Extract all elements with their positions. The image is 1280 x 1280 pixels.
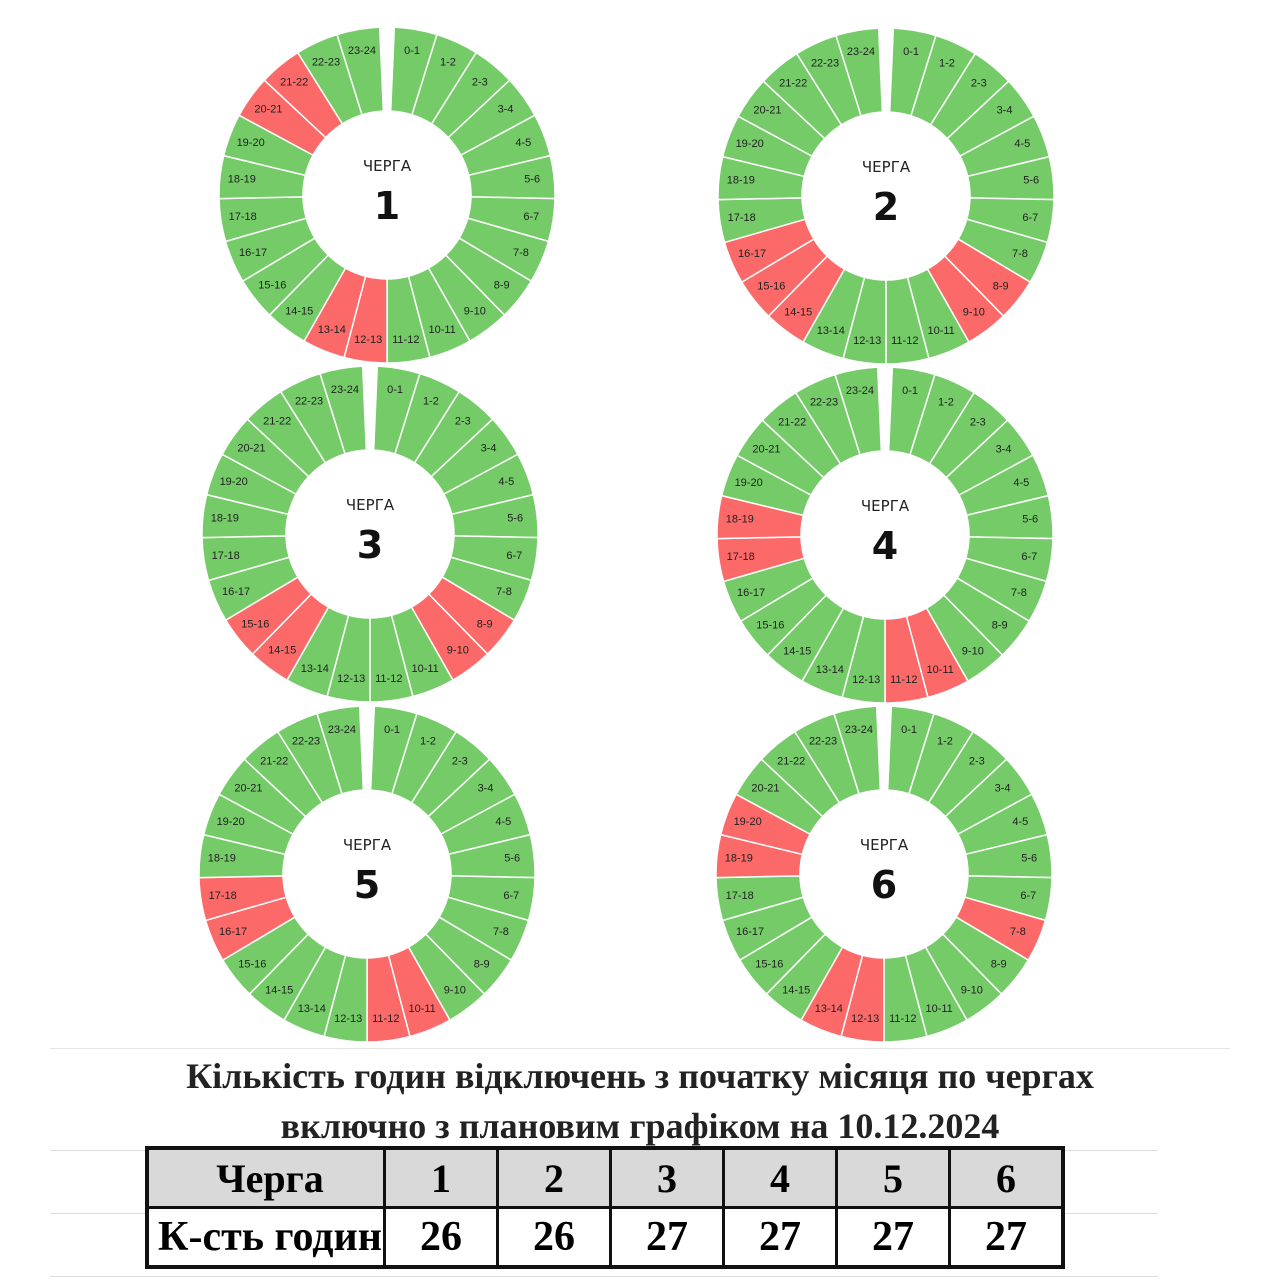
summary-title-line-1: Кількість годин відключень з початку місяця по чергах xyxy=(186,1056,1094,1096)
hour-label: 20-21 xyxy=(237,442,266,455)
queue-number: 2 xyxy=(872,185,900,229)
hour-label: 23-24 xyxy=(347,45,376,58)
hour-label: 2-3 xyxy=(968,755,985,768)
queue-number: 3 xyxy=(356,523,384,567)
hour-label: 0-1 xyxy=(902,385,919,398)
hour-label: 7-8 xyxy=(1010,926,1026,939)
hour-label: 2-3 xyxy=(451,755,468,768)
hour-label: 20-21 xyxy=(254,103,283,116)
hour-label: 5-6 xyxy=(1021,852,1038,865)
hour-label: 20-21 xyxy=(752,443,781,456)
hour-label: 4-5 xyxy=(515,136,532,149)
hour-label: 11-12 xyxy=(891,334,919,347)
hour-label: 8-9 xyxy=(990,958,1007,971)
hour-label: 0-1 xyxy=(903,46,920,59)
hour-label: 13-14 xyxy=(815,664,844,677)
hour-label: 1-2 xyxy=(440,56,456,69)
queue-number: 5 xyxy=(353,863,381,907)
hour-label: 3-4 xyxy=(994,782,1011,795)
hour-label: 3-4 xyxy=(497,103,514,116)
hour-label: 0-1 xyxy=(384,724,401,737)
divider xyxy=(50,1276,1158,1277)
queue-donut-chart xyxy=(202,366,538,702)
hour-label: 18-19 xyxy=(726,174,755,187)
hour-label: 1-2 xyxy=(939,57,955,70)
hour-label: 15-16 xyxy=(757,280,786,293)
hour-label: 14-15 xyxy=(265,984,294,997)
hour-label: 23-24 xyxy=(846,46,875,59)
queue-title: ЧЕРГА xyxy=(860,497,910,515)
hour-label: 8-9 xyxy=(991,619,1008,632)
queue-number: 6 xyxy=(870,863,898,907)
hour-label: 19-20 xyxy=(219,475,248,488)
queue-title: ЧЕРГА xyxy=(859,836,909,854)
summary-title xyxy=(50,1048,1230,1151)
hour-label: 10-11 xyxy=(926,664,954,677)
hour-label: 5-6 xyxy=(504,852,521,865)
hour-label: 20-21 xyxy=(751,782,780,795)
hour-label: 3-4 xyxy=(996,104,1013,117)
hour-label: 17-18 xyxy=(727,211,756,224)
hour-label: 1-2 xyxy=(938,396,954,409)
hour-label: 16-17 xyxy=(737,248,767,261)
hour-label: 0-1 xyxy=(404,45,421,58)
hour-label: 9-10 xyxy=(960,984,983,997)
queue-title: ЧЕРГА xyxy=(345,496,395,514)
hour-label: 12-13 xyxy=(852,673,881,686)
hour-label: 7-8 xyxy=(1011,587,1027,600)
hour-label: 4-5 xyxy=(498,475,515,488)
queue-number-cell: 2 xyxy=(498,1148,611,1208)
hour-label: 17-18 xyxy=(725,889,754,902)
hour-label: 2-3 xyxy=(454,415,471,428)
hour-label: 12-13 xyxy=(354,333,383,346)
hours-cell: 27 xyxy=(724,1208,837,1268)
hour-label: 7-8 xyxy=(513,247,529,260)
hour-label: 11-12 xyxy=(372,1012,400,1025)
hour-label: 22-23 xyxy=(294,395,324,408)
hour-label: 6-7 xyxy=(523,210,540,223)
hour-label: 11-12 xyxy=(890,673,918,686)
hour-label: 17-18 xyxy=(208,889,237,902)
hour-label: 23-24 xyxy=(327,724,356,737)
queue-number-cell: 5 xyxy=(837,1148,950,1208)
hours-cell: 27 xyxy=(611,1208,724,1268)
queue-donut-chart xyxy=(199,706,535,1042)
queue-title: ЧЕРГА xyxy=(861,158,911,176)
hour-label: 21-22 xyxy=(280,76,309,89)
hour-label: 12-13 xyxy=(851,1012,880,1025)
hour-label: 13-14 xyxy=(300,663,329,676)
hour-label: 14-15 xyxy=(784,306,813,319)
queue-number: 4 xyxy=(871,524,899,568)
hour-label: 15-16 xyxy=(238,958,267,971)
hour-label: 3-4 xyxy=(480,442,497,455)
hour-label: 16-17 xyxy=(238,247,268,260)
hour-label: 19-20 xyxy=(733,815,762,828)
hour-label: 6-7 xyxy=(1022,211,1039,224)
hour-label: 13-14 xyxy=(317,324,346,337)
hour-label: 17-18 xyxy=(211,549,240,562)
hour-label: 10-11 xyxy=(411,663,439,676)
hour-label: 16-17 xyxy=(221,586,251,599)
hour-label: 19-20 xyxy=(236,136,265,149)
hour-label: 23-24 xyxy=(845,385,874,398)
hour-label: 9-10 xyxy=(961,645,984,658)
hour-label: 9-10 xyxy=(446,644,469,657)
hour-label: 12-13 xyxy=(853,334,882,347)
hour-label: 13-14 xyxy=(816,325,845,338)
hour-label: 17-18 xyxy=(726,550,755,563)
hour-label: 9-10 xyxy=(962,306,985,319)
queue-number-cell: 4 xyxy=(724,1148,837,1208)
hour-label: 20-21 xyxy=(234,782,263,795)
header-label-cell: Черга xyxy=(147,1148,385,1208)
hour-label: 10-11 xyxy=(927,325,955,338)
hour-label: 5-6 xyxy=(524,173,541,186)
queue-donut-chart xyxy=(718,28,1054,364)
hour-label: 15-16 xyxy=(258,279,287,292)
hour-label: 18-19 xyxy=(725,513,754,526)
queue-donut-chart xyxy=(219,27,555,363)
hour-label: 18-19 xyxy=(210,512,239,525)
hour-label: 14-15 xyxy=(783,645,812,658)
hours-cell: 27 xyxy=(837,1208,950,1268)
hour-label: 21-22 xyxy=(777,755,806,768)
queue-title: ЧЕРГА xyxy=(342,836,392,854)
hour-label: 23-24 xyxy=(330,384,359,397)
hour-label: 11-12 xyxy=(392,333,420,346)
queue-donut-chart xyxy=(716,706,1052,1042)
hour-label: 14-15 xyxy=(268,644,297,657)
hour-label: 16-17 xyxy=(218,926,248,939)
hour-label: 17-18 xyxy=(228,210,257,223)
hour-label: 10-11 xyxy=(428,324,456,337)
hour-label: 21-22 xyxy=(778,416,807,429)
hour-label: 7-8 xyxy=(496,586,512,599)
hour-label: 2-3 xyxy=(471,76,488,89)
hour-label: 12-13 xyxy=(337,672,366,685)
hour-label: 11-12 xyxy=(889,1012,917,1025)
hour-label: 11-12 xyxy=(375,672,403,685)
queue-number-cell: 6 xyxy=(950,1148,1064,1208)
hour-label: 19-20 xyxy=(734,476,763,489)
hour-label: 9-10 xyxy=(463,305,486,318)
hour-label: 19-20 xyxy=(735,137,764,150)
hour-label: 2-3 xyxy=(970,77,987,90)
hour-label: 14-15 xyxy=(782,984,811,997)
hour-label: 0-1 xyxy=(387,384,404,397)
hour-label: 4-5 xyxy=(1014,137,1031,150)
hour-label: 21-22 xyxy=(260,755,289,768)
hour-label: 16-17 xyxy=(735,926,765,939)
hour-label: 9-10 xyxy=(443,984,466,997)
hour-label: 18-19 xyxy=(207,852,236,865)
hour-label: 7-8 xyxy=(493,926,509,939)
hour-label: 2-3 xyxy=(969,416,986,429)
hour-label: 0-1 xyxy=(901,724,918,737)
hour-label: 10-11 xyxy=(925,1003,953,1016)
hour-label: 22-23 xyxy=(809,396,839,409)
table-header-row xyxy=(147,1148,1063,1208)
hour-label: 8-9 xyxy=(473,958,490,971)
hour-label: 23-24 xyxy=(844,724,873,737)
hours-cell: 26 xyxy=(385,1208,498,1268)
table-values-row xyxy=(147,1208,1063,1268)
hour-label: 6-7 xyxy=(1021,550,1038,563)
hour-label: 6-7 xyxy=(1020,889,1037,902)
queue-title: ЧЕРГА xyxy=(362,157,412,175)
hour-label: 5-6 xyxy=(1022,513,1039,526)
hour-label: 21-22 xyxy=(779,77,808,90)
hour-label: 18-19 xyxy=(724,852,753,865)
hour-label: 18-19 xyxy=(227,173,256,186)
hour-label: 5-6 xyxy=(507,512,524,525)
queue-donut-chart xyxy=(717,367,1053,703)
hour-label: 7-8 xyxy=(1012,248,1028,261)
outage-hours-table xyxy=(145,1146,1065,1269)
values-label-cell: К-сть годин xyxy=(147,1208,385,1268)
hour-label: 8-9 xyxy=(493,279,510,292)
hour-label: 4-5 xyxy=(495,815,512,828)
hour-label: 3-4 xyxy=(995,443,1012,456)
hour-label: 15-16 xyxy=(241,618,270,631)
hour-label: 19-20 xyxy=(216,815,245,828)
hour-label: 20-21 xyxy=(753,104,782,117)
hour-label: 22-23 xyxy=(311,56,341,69)
hour-label: 6-7 xyxy=(506,549,523,562)
hour-label: 1-2 xyxy=(937,735,953,748)
hour-label: 6-7 xyxy=(503,889,520,902)
queue-number-cell: 3 xyxy=(611,1148,724,1208)
hour-label: 16-17 xyxy=(736,587,766,600)
hours-cell: 27 xyxy=(950,1208,1064,1268)
hour-label: 3-4 xyxy=(477,782,494,795)
hour-label: 1-2 xyxy=(420,735,436,748)
hour-label: 22-23 xyxy=(808,735,838,748)
hour-label: 10-11 xyxy=(408,1003,436,1016)
hour-label: 14-15 xyxy=(285,305,314,318)
hour-label: 4-5 xyxy=(1013,476,1030,489)
hour-label: 8-9 xyxy=(992,280,1009,293)
hour-label: 21-22 xyxy=(263,415,292,428)
hour-label: 22-23 xyxy=(810,57,840,70)
hour-label: 1-2 xyxy=(423,395,439,408)
hour-label: 13-14 xyxy=(814,1003,843,1016)
queue-number: 1 xyxy=(373,184,401,228)
hour-label: 4-5 xyxy=(1012,815,1029,828)
hour-label: 15-16 xyxy=(756,619,785,632)
hour-label: 13-14 xyxy=(297,1003,326,1016)
hour-label: 5-6 xyxy=(1023,174,1040,187)
hour-label: 15-16 xyxy=(755,958,784,971)
hour-label: 12-13 xyxy=(334,1012,363,1025)
summary-title-line-2: включно з плановим графіком на 10.12.2024 xyxy=(280,1106,1000,1146)
queue-number-cell: 1 xyxy=(385,1148,498,1208)
hours-cell: 26 xyxy=(498,1208,611,1268)
hour-label: 22-23 xyxy=(291,735,321,748)
hour-label: 8-9 xyxy=(476,618,493,631)
